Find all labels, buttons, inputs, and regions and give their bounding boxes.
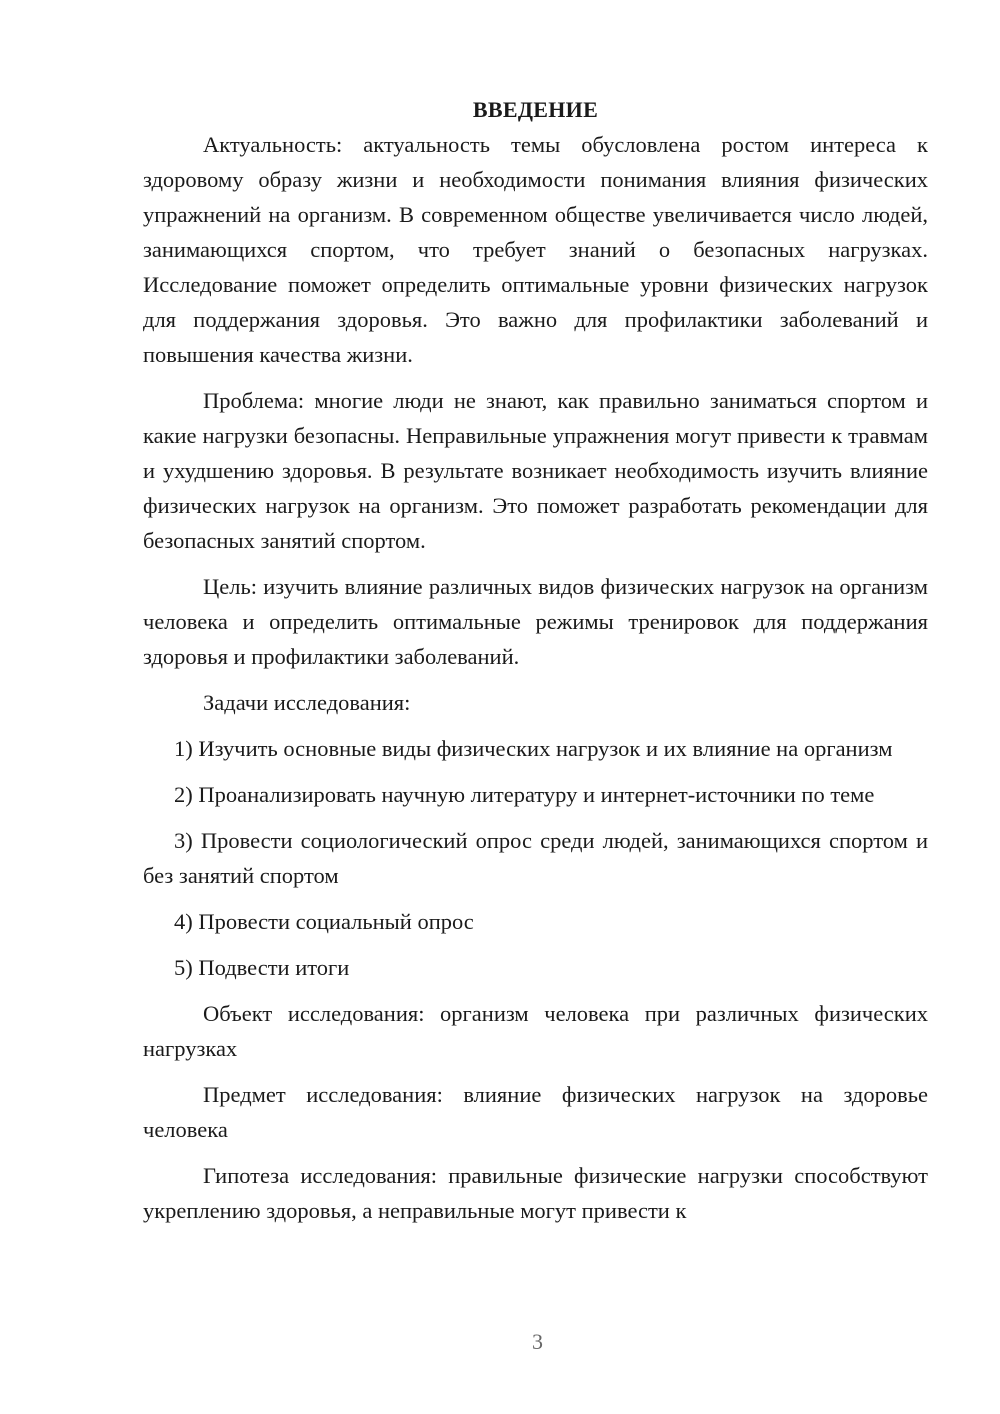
goal-paragraph: Цель: изучить влияние различных видов физических нагрузок на организм человека и определить оптимальные режимы тренировок для поддержания здоровья и профилактики заболеваний.: [143, 574, 928, 669]
task-item: 4) Провести социальный опрос: [174, 909, 474, 934]
task-item: 3) Провести социологический опрос среди людей, занимающихся спортом и без занятий спортом: [143, 828, 928, 888]
tasks-title: Задачи исследования:: [203, 690, 411, 715]
section-heading: ВВЕДЕНИЕ: [472, 97, 599, 122]
task-item: 2) Проанализировать научную литературу и интернет-источники по теме: [174, 782, 875, 807]
task-item: 1) Изучить основные виды физических нагрузок и их влияние на организм: [174, 736, 893, 761]
hypothesis-paragraph: Гипотеза исследования: правильные физические нагрузки способствуют укреплению здоровья, а неправильные могут привести к: [143, 1163, 928, 1223]
relevance-paragraph: Актуальность: актуальность темы обусловлена ростом интереса к здоровому образу жизни и необходимости понимания влияния физических упражнений на организм. В современном обществе увеличивается число людей, занимающихся спортом, что требует знаний о безопасных нагрузках. Исследование поможет определить оптимальные уровни физических нагрузок для поддержания здоровья. Это важно для профилактики заболеваний и повышения качества жизни.: [143, 132, 928, 367]
problem-paragraph: Проблема: многие люди не знают, как правильно заниматься спортом и какие нагрузки безопасны. Неправильные упражнения могут привести к травмам и ухудшению здоровья. В результате возникает необходимость изучить влияние физических нагрузок на организм. Это поможет разработать рекомендации для безопасных занятий спортом.: [143, 388, 928, 553]
object-paragraph: Объект исследования: организм человека при различных физических нагрузках: [143, 1001, 928, 1061]
subject-paragraph: Предмет исследования: влияние физических нагрузок на здоровье человека: [143, 1082, 928, 1142]
page-number: 3: [532, 1329, 543, 1354]
task-item: 5) Подвести итоги: [174, 955, 350, 980]
document-body: [143, 92, 928, 1228]
